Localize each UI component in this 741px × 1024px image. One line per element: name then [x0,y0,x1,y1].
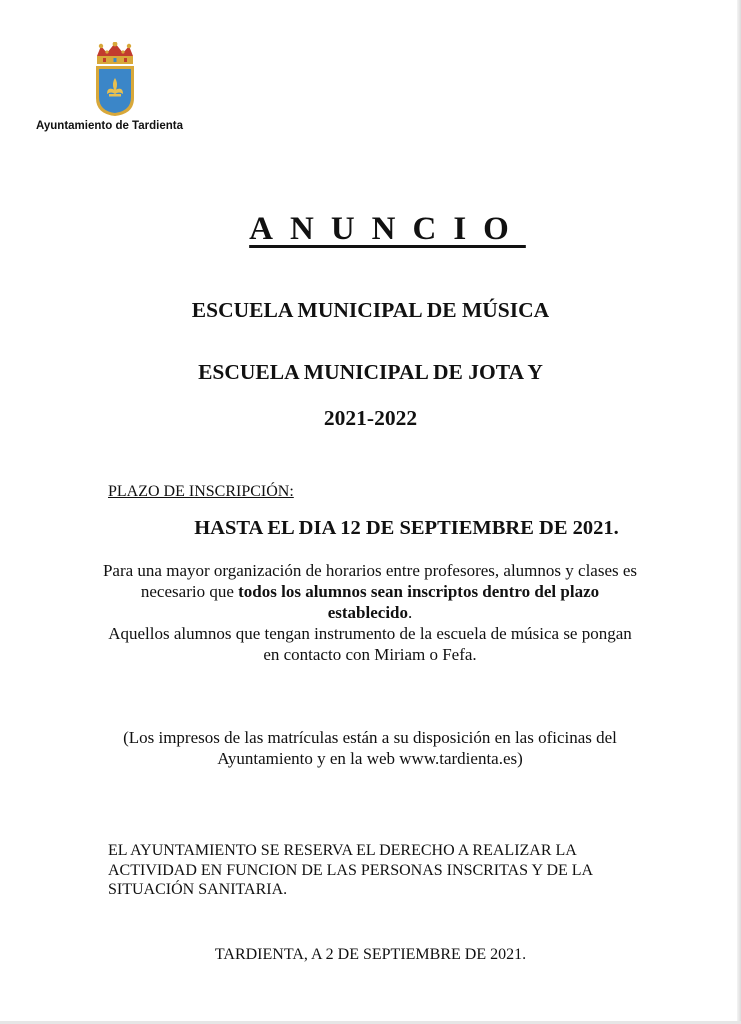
page-edge-shadow [737,0,741,1024]
organization-paragraph [100,560,640,665]
page-title: ANUNCIO [249,211,526,247]
place-and-date-signature: TARDIENTA, A 2 DE SEPTIEMBRE DE 2021. [214,946,527,963]
paragraph-text: Para una mayor organización de horarios entre profesores, alumnos y clases es necesario que [102,561,638,601]
organization-name: Ayuntamiento de Tardienta [36,120,183,132]
enrollment-forms-paragraph: (Los impresos de las matrículas están a su disposición en las oficinas del Ayuntamiento y en la web www.tardienta.es) [123,728,617,768]
paragraph-bold-text: todos los alumnos sean inscriptos dentro del plazo establecido [238,582,600,622]
school-jota-heading: ESCUELA MUNICIPAL DE JOTA Y [198,360,543,384]
registration-period-label: PLAZO DE INSCRIPCIÓN: [108,483,294,500]
registration-deadline: HASTA EL DIA 12 DE SEPTIEMBRE DE 2021. [194,517,619,539]
paragraph-period: . [408,603,413,622]
municipal-coat-of-arms-icon [93,42,137,118]
instrument-contact-text: Aquellos alumnos que tengan instrumento de la escuela de música se pongan en contacto con Miriam o Fefa. [108,624,632,664]
school-year-heading: 2021-2022 [323,406,418,430]
school-music-heading: ESCUELA MUNICIPAL DE MÚSICA [191,298,550,322]
council-notice: EL AYUNTAMIENTO SE RESERVA EL DERECHO A REALIZAR LA ACTIVIDAD EN FUNCION DE LAS PERSONAS INSCRITAS Y DE LA SITUACIÓN SANITARIA. [108,842,593,898]
